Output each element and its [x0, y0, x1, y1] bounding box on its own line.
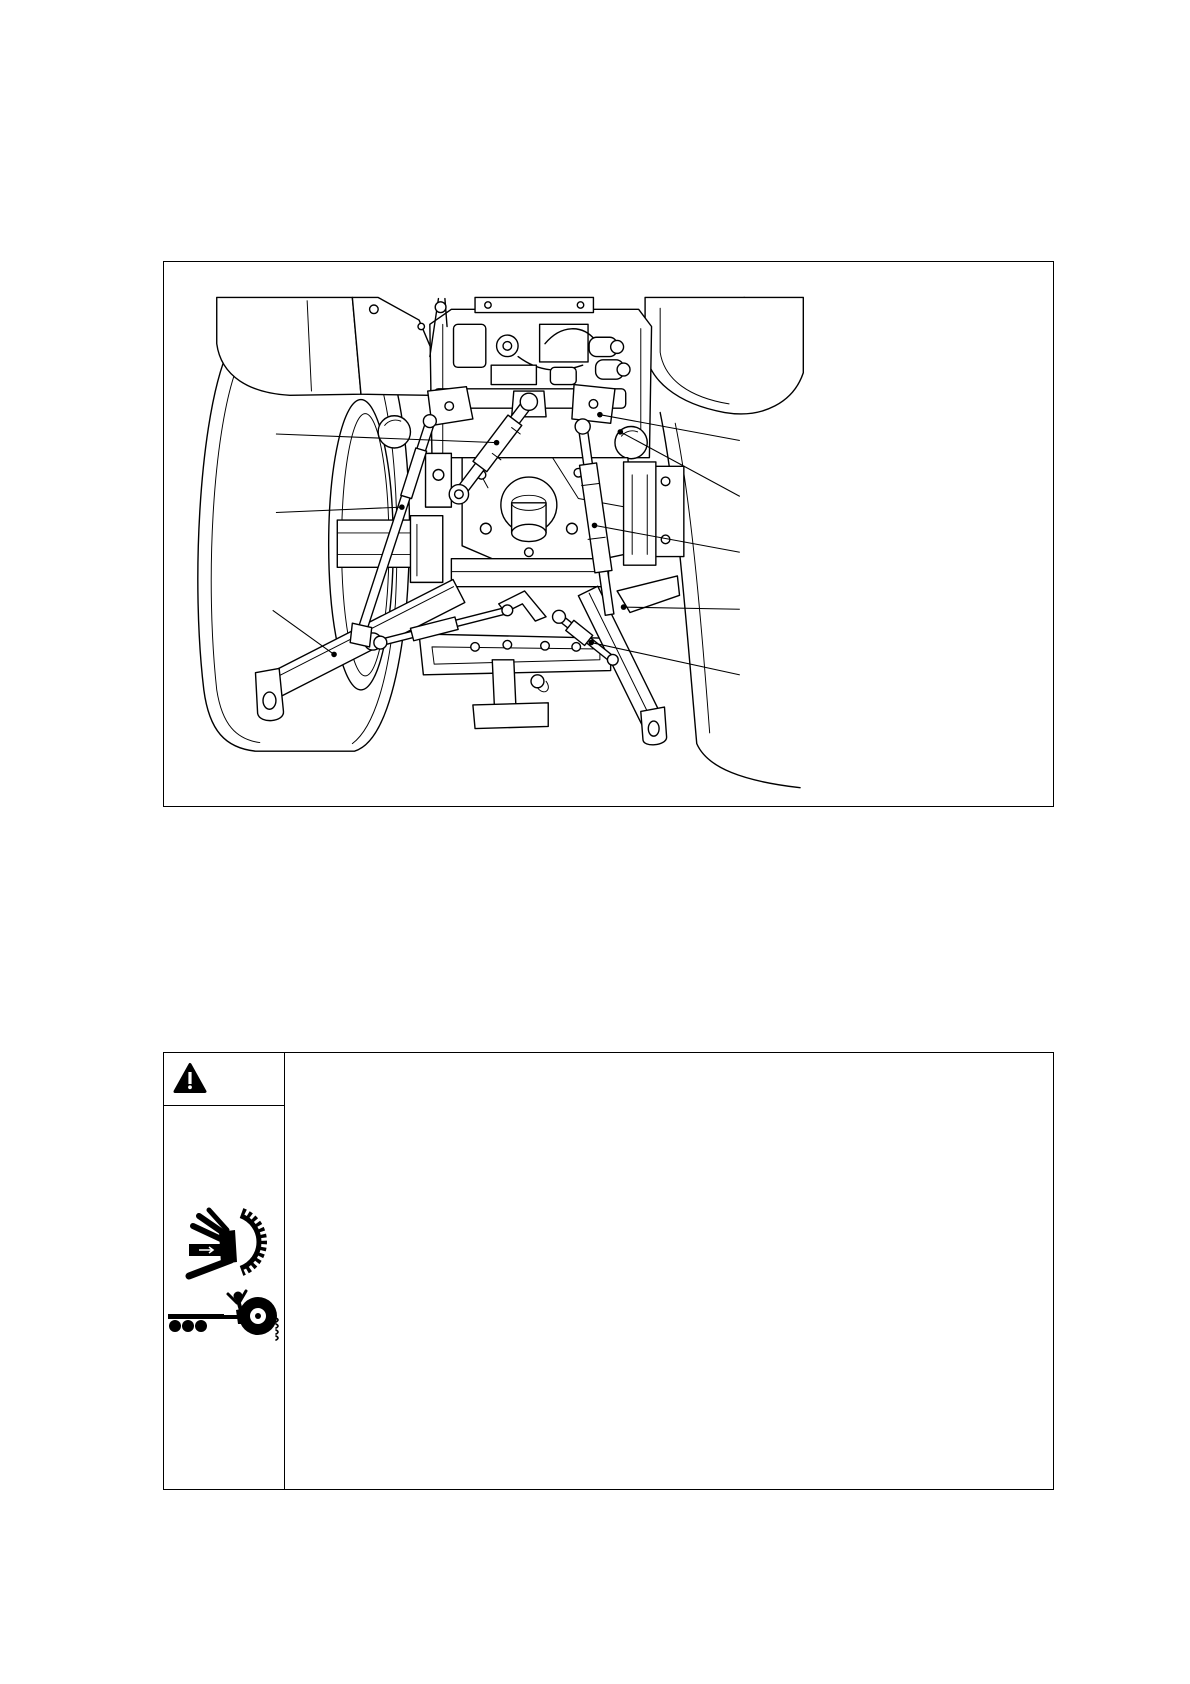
right-link-ball-socket — [648, 721, 659, 736]
valve-knob-center — [503, 342, 512, 351]
implement-disc — [169, 1320, 181, 1332]
left-axle-housing — [337, 520, 421, 567]
left-lift-rod-clevis — [350, 623, 372, 647]
tractor-rollover-icon — [166, 1288, 284, 1344]
fender-bolt — [370, 305, 379, 314]
implement-disc — [182, 1320, 194, 1332]
warning-triangle-icon — [173, 1062, 207, 1094]
motion-lines — [276, 1318, 278, 1340]
lift-arm-pin — [589, 400, 598, 409]
right-fender-group — [645, 297, 803, 413]
left-stabilizer-end — [374, 636, 387, 649]
left-lift-rod-top — [423, 415, 436, 428]
callout-dot-7 — [621, 604, 627, 610]
lever-pivot — [435, 302, 446, 313]
tractor-rear-illustration — [164, 262, 1053, 806]
hanger-bolt — [503, 640, 512, 649]
lift-arm-pin — [445, 402, 454, 411]
housing-bolt — [525, 548, 534, 557]
illustration-art — [198, 297, 803, 787]
right-stabilizer-end — [607, 654, 618, 665]
lower-frame — [451, 559, 608, 587]
right-lift-rod-top — [575, 419, 590, 434]
coupler-cap — [617, 363, 630, 376]
left-fender — [217, 297, 361, 395]
motion-line — [276, 1330, 278, 1334]
valve-block — [454, 324, 486, 367]
housing-bolt — [567, 523, 578, 534]
top-link-front-eye — [520, 393, 537, 410]
callout-dot-6 — [592, 523, 598, 529]
top-cover-plate — [475, 297, 593, 312]
warning-symbol-column — [164, 1053, 285, 1489]
left-check-bracket — [410, 516, 442, 583]
hanger-bolt — [572, 643, 581, 652]
warning-exclamation-bar — [188, 1072, 191, 1084]
warning-symbol-divider — [164, 1105, 285, 1106]
hand-entanglement-icon — [179, 1202, 273, 1283]
tractor-wheel-hub — [255, 1313, 261, 1319]
brake-bolt — [661, 477, 670, 486]
warning-text-area — [285, 1053, 1053, 1489]
implement-frame — [168, 1314, 224, 1319]
right-stabilizer-end — [553, 610, 566, 623]
hanger-bolt — [471, 643, 480, 652]
coupler-block — [550, 367, 576, 384]
figure-frame — [163, 261, 1054, 807]
motion-line — [276, 1336, 278, 1340]
top-link-rear-eye-hole — [455, 490, 464, 499]
drawbar — [492, 660, 516, 707]
right-check-bracket — [624, 462, 656, 565]
housing-bolt — [480, 523, 491, 534]
implement-disc — [195, 1320, 207, 1332]
warning-box — [163, 1052, 1054, 1490]
right-brackets — [617, 462, 684, 613]
fender-bolt — [418, 323, 424, 329]
drawbar-pin — [531, 675, 544, 688]
callout-dot-3 — [331, 652, 337, 658]
callout-dot-5 — [618, 429, 624, 435]
left-link-ball-socket — [263, 692, 276, 709]
drawbar-end — [473, 703, 548, 729]
coupler-cap — [611, 340, 624, 353]
motion-line — [276, 1324, 278, 1328]
callout-dot-2 — [399, 504, 405, 510]
bracket-bolt — [433, 469, 444, 480]
left-fender-side-panel — [352, 297, 436, 395]
left-stabilizer-end — [502, 605, 513, 616]
pto-shaft-end — [512, 524, 546, 541]
top-bolt — [485, 302, 491, 308]
callout-dot-4 — [597, 412, 603, 418]
callout-dot-1 — [494, 440, 500, 446]
left-fender-group — [217, 297, 437, 395]
callout-dot-8 — [588, 640, 594, 646]
hanger-bolt — [541, 642, 550, 651]
warning-exclamation-dot — [188, 1085, 192, 1089]
right-fender — [645, 297, 803, 413]
valve-body — [491, 365, 536, 384]
top-bolt — [577, 302, 583, 308]
